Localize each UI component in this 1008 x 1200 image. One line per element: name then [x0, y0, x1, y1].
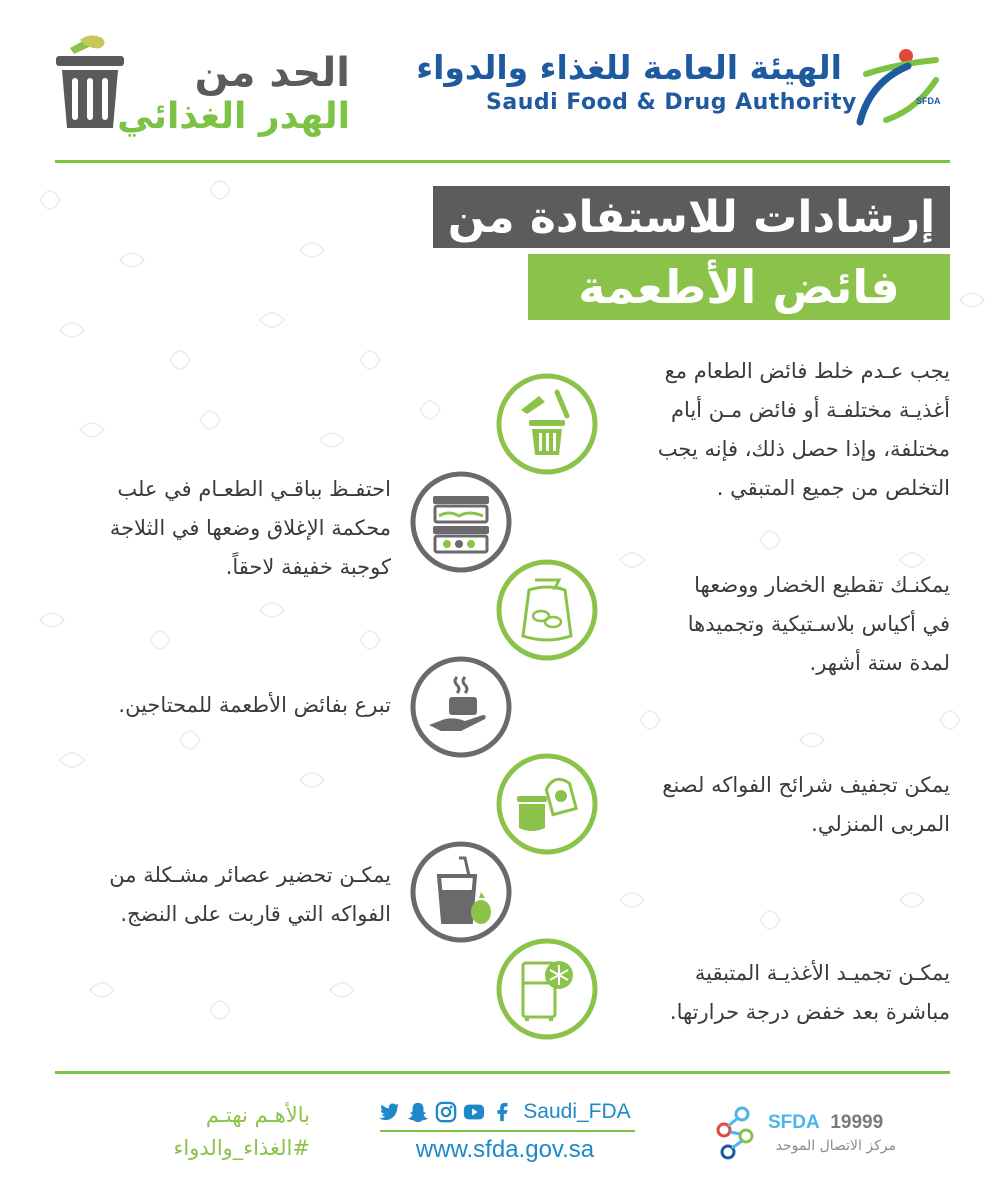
youtube-icon[interactable] — [463, 1101, 485, 1123]
tip-text — [670, 954, 950, 1032]
freezer-icon — [495, 937, 599, 1041]
tip-line: تبرع بفائض الأطعمة للمحتاجين. — [118, 693, 391, 717]
tip-line: أغذيـة مختلفـة أو فائض مـن أيام — [670, 398, 950, 422]
tip-line: الفواكه التي قاربت على النضج. — [120, 902, 391, 926]
footer-underline — [380, 1130, 635, 1132]
tip-line: يجب عـدم خلط فائض الطعام مع — [664, 359, 950, 383]
tip-text — [109, 856, 391, 934]
facebook-icon[interactable] — [491, 1101, 513, 1123]
campaign-title-line2: الهدر الغذائي — [117, 96, 350, 137]
trash-bin-icon — [495, 372, 599, 476]
tip-line: كوجبة خفيفة لاحقاً. — [225, 555, 391, 579]
footer-social — [370, 1096, 640, 1166]
footer-slogan: بالأهـم نهتـم — [205, 1103, 310, 1127]
sfda-logo-icon — [846, 44, 946, 128]
tip-line: لمدة ستة أشهر. — [809, 651, 950, 675]
authority-name-english: Saudi Food & Drug Authority — [486, 90, 857, 115]
instagram-icon[interactable] — [435, 1101, 457, 1123]
campaign-title-line1: الحد من — [194, 50, 350, 96]
title-banner-line1: إرشادات للاستفادة من — [433, 186, 950, 248]
tip-line: التخلص من جميع المتبقي . — [716, 476, 950, 500]
tip-line: في أكياس بلاسـتيكية وتجميدها — [687, 612, 950, 636]
donate-food-icon — [409, 655, 513, 759]
call-center-logo-icon — [712, 1106, 762, 1162]
tip-text — [118, 686, 391, 725]
tip-text — [110, 470, 391, 587]
hotline-title — [768, 1112, 883, 1134]
tip-text — [688, 566, 950, 683]
authority-name-arabic: الهيئة العامة للغذاء والدواء — [416, 48, 842, 87]
tip-line: مختلفة، وإذا حصل ذلك، فإنه يجب — [657, 437, 950, 461]
tip-line: يمكـن تجميـد الأغذيـة المتبقية — [694, 961, 950, 985]
tip-line: يمكن تجفيف شرائح الفواكه لصنع — [662, 773, 950, 797]
tip-line: المربى المنزلي. — [811, 812, 950, 836]
freezer-bag-icon — [495, 558, 599, 662]
juice-cup-icon — [409, 840, 513, 944]
footer-divider — [55, 1071, 950, 1074]
hotline-label: مركز الاتصال الموحد — [775, 1138, 896, 1154]
social-handle[interactable]: Saudi_FDA — [523, 1100, 631, 1123]
twitter-icon[interactable] — [379, 1101, 401, 1123]
website-link[interactable]: www.sfda.gov.sa — [415, 1136, 595, 1163]
snapchat-icon[interactable] — [407, 1101, 429, 1123]
tip-text — [658, 352, 950, 508]
header-divider — [55, 160, 950, 163]
hotline-number[interactable]: 19999 — [830, 1112, 884, 1133]
tip-line: محكمة الإغلاق وضعها في الثلاجة — [109, 516, 391, 540]
hotline-name: SFDA — [768, 1112, 820, 1133]
tip-line: يمكنـك تقطيع الخضار ووضعها — [694, 573, 950, 597]
tip-line: مباشرة بعد خفض درجة حرارتها. — [669, 1000, 950, 1024]
tip-line: يمكـن تحضير عصائر مشـكلة من — [109, 863, 391, 887]
title-banner-line2: فائض الأطعمة — [528, 254, 950, 320]
footer-hashtag[interactable]: #الغذاء_والدواء — [173, 1136, 310, 1160]
sfda-logo-badge: SFDA — [916, 96, 941, 106]
tip-text — [662, 766, 950, 844]
tip-line: احتفـظ بباقـي الطعـام في علب — [117, 477, 391, 501]
